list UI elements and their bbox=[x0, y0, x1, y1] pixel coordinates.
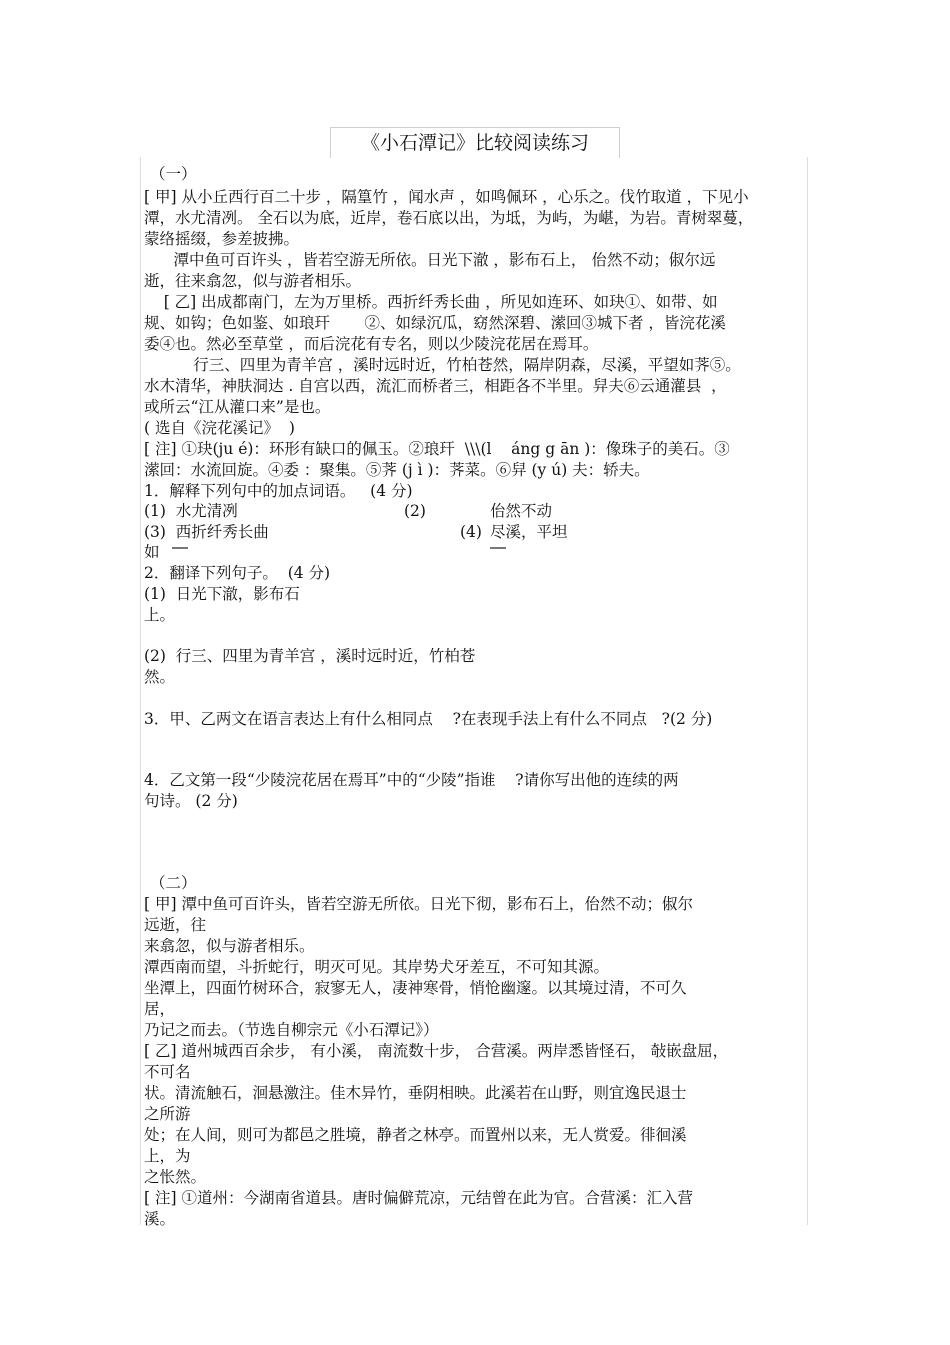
text-line: 状。清流触石，洄悬激注。佳木异竹，垂阴相映。此溪若在山野，则宜逸民退士 bbox=[144, 1084, 687, 1102]
text-line: 处；在人间，则可为都邑之胜境，静者之林亭。而置州以来，无人赏爱。徘徊溪 bbox=[144, 1126, 687, 1144]
text-line: 不可名 bbox=[144, 1063, 191, 1081]
text-line: [ 乙] 道州城西百余步， 有小溪， 南流数十步， 合营溪。两岸悉皆怪石， 敧嵌盘屈， bbox=[144, 1042, 729, 1060]
question-3: 3．甲、乙两文在语言表达上有什么相同点 ?在表现手法上有什么不同点 ?(2 分) bbox=[144, 710, 713, 728]
text-line: 蒙络摇缀，参差披拂。 bbox=[144, 230, 300, 248]
emphasis-mark bbox=[490, 547, 506, 549]
text-line: 水木清华，神肤洞达 . 自宫以西，流汇而桥者三，相距各不半里。舁夫⑥云通灌县 ， bbox=[144, 377, 727, 395]
text-line: 之所游 bbox=[144, 1105, 191, 1123]
source-note: ( 选自《浣花溪记》 ) bbox=[144, 419, 295, 437]
text-line: 乃记之而去。（节选自柳宗元《小石潭记》） bbox=[144, 1021, 439, 1039]
question-2-sentence-1: (1) 日光下澈，影布石 bbox=[144, 585, 300, 603]
text-line: 潭中鱼可百许头 ，皆若空游无所依。日光下澈 ，影布石上， 佁然不动；俶尔远 bbox=[144, 251, 716, 269]
text-line: 或所云“江从灌口来”是也。 bbox=[144, 398, 331, 416]
question-1-item-4-number: (4) bbox=[460, 523, 482, 541]
annotation-line: 溪。 bbox=[144, 1210, 176, 1228]
emphasis-mark bbox=[172, 547, 188, 549]
text-line: 来翕忽，似与游者相乐。 bbox=[144, 937, 315, 955]
text-line: 潭西南而望，斗折蛇行，明灭可见。其岸势犬牙差互，不可知其源。 bbox=[144, 958, 610, 976]
page-title: 《小石潭记》比较阅读练习 bbox=[330, 127, 620, 158]
question-1-stem: 1．解释下列句中的加点词语。 (4 分) bbox=[144, 482, 413, 500]
annotation-line: 潆回：水流回旋。④委 ：聚集。⑤荠 (j ì )：荠菜。⑥舁 (y ú) 夫：轿夫。 bbox=[144, 461, 650, 479]
text-line: 行三、四里为青羊宫 ，溪时远时近，竹柏苍然，隔岸阴森，尽溪，平望如荠⑤。 bbox=[144, 356, 741, 374]
text-line: [ 甲] 从小丘西行百二十步 ，隔篁竹 ，闻水声 ，如鸣佩环 ，心乐之。伐竹取道 ，下见小 bbox=[144, 188, 749, 206]
text-line: [ 乙] 出成都南门，左为万里桥。西折纤秀长曲 ，所见如连环、如玦①、如带、如 bbox=[144, 293, 718, 311]
question-1-item-4: 尽溪，平坦 bbox=[490, 523, 568, 541]
question-1-item-2-number: (2) bbox=[404, 502, 426, 520]
section1-heading: （一） bbox=[150, 165, 197, 183]
question-2-stem: 2．翻译下列句子。 (4 分) bbox=[144, 564, 331, 582]
text-line: 远逝，往 bbox=[144, 916, 207, 934]
text-line: 之怅然。 bbox=[144, 1168, 207, 1186]
text-line: 上，为 bbox=[144, 1147, 191, 1165]
question-1-item-1: (1) 水尤清冽 bbox=[144, 502, 238, 520]
question-2-sentence-2-continued: 然。 bbox=[144, 668, 176, 686]
question-1-item-3: (3) 西折纤秀长曲 bbox=[144, 523, 269, 541]
section2-heading: （二） bbox=[150, 874, 197, 892]
text-line: 规、如钩；色如鉴、如琅玕 ②、如绿沉瓜，窈然深碧、潆回③城下者 ，皆浣花溪 bbox=[144, 314, 726, 332]
text-line: 委④也。然必至草堂 ，而后浣花有专名，则以少陵浣花居在焉耳。 bbox=[144, 335, 599, 353]
question-1-item-2: 佁然不动 bbox=[490, 502, 553, 520]
annotation-line: [ 注] ①玦(ju é)：环形有缺口的佩玉。②琅玕 \\\(l áng g ān )：像珠子的美石。③ bbox=[144, 440, 730, 458]
text-line: [ 甲] 潭中鱼可百许头，皆若空游无所依。日光下彻，影布石上，佁然不动；俶尔 bbox=[144, 895, 693, 913]
question-4: 4．乙文第一段“少陵浣花居在焉耳”中的“少陵”指谁 ?请你写出他的连续的两 bbox=[144, 771, 679, 789]
question-2-sentence-1-continued: 上。 bbox=[144, 606, 176, 624]
text-line: 潭，水尤清冽。 全石以为底，近岸，卷石底以出，为坻，为屿，为嵁，为岩。青树翠蔓， bbox=[144, 209, 754, 227]
text-line: 逝，往来翕忽，似与游者相乐。 bbox=[144, 272, 362, 290]
question-2-sentence-2: (2) 行三、四里为青羊宫 ，溪时远时近，竹柏苍 bbox=[144, 647, 476, 665]
text-line: 居， bbox=[144, 1000, 176, 1018]
question-4-continued: 句诗。 (2 分) bbox=[144, 792, 238, 810]
question-1-item-4-continued: 如 bbox=[144, 543, 160, 561]
text-line: 坐潭上，四面竹树环合，寂寥无人，凄神寒骨，悄怆幽邃。以其境过清，不可久 bbox=[144, 979, 687, 997]
annotation-line: [ 注] ①道州：今湖南省道县。唐时偏僻荒凉，元结曾在此为官。合营溪：汇入营 bbox=[144, 1189, 693, 1207]
